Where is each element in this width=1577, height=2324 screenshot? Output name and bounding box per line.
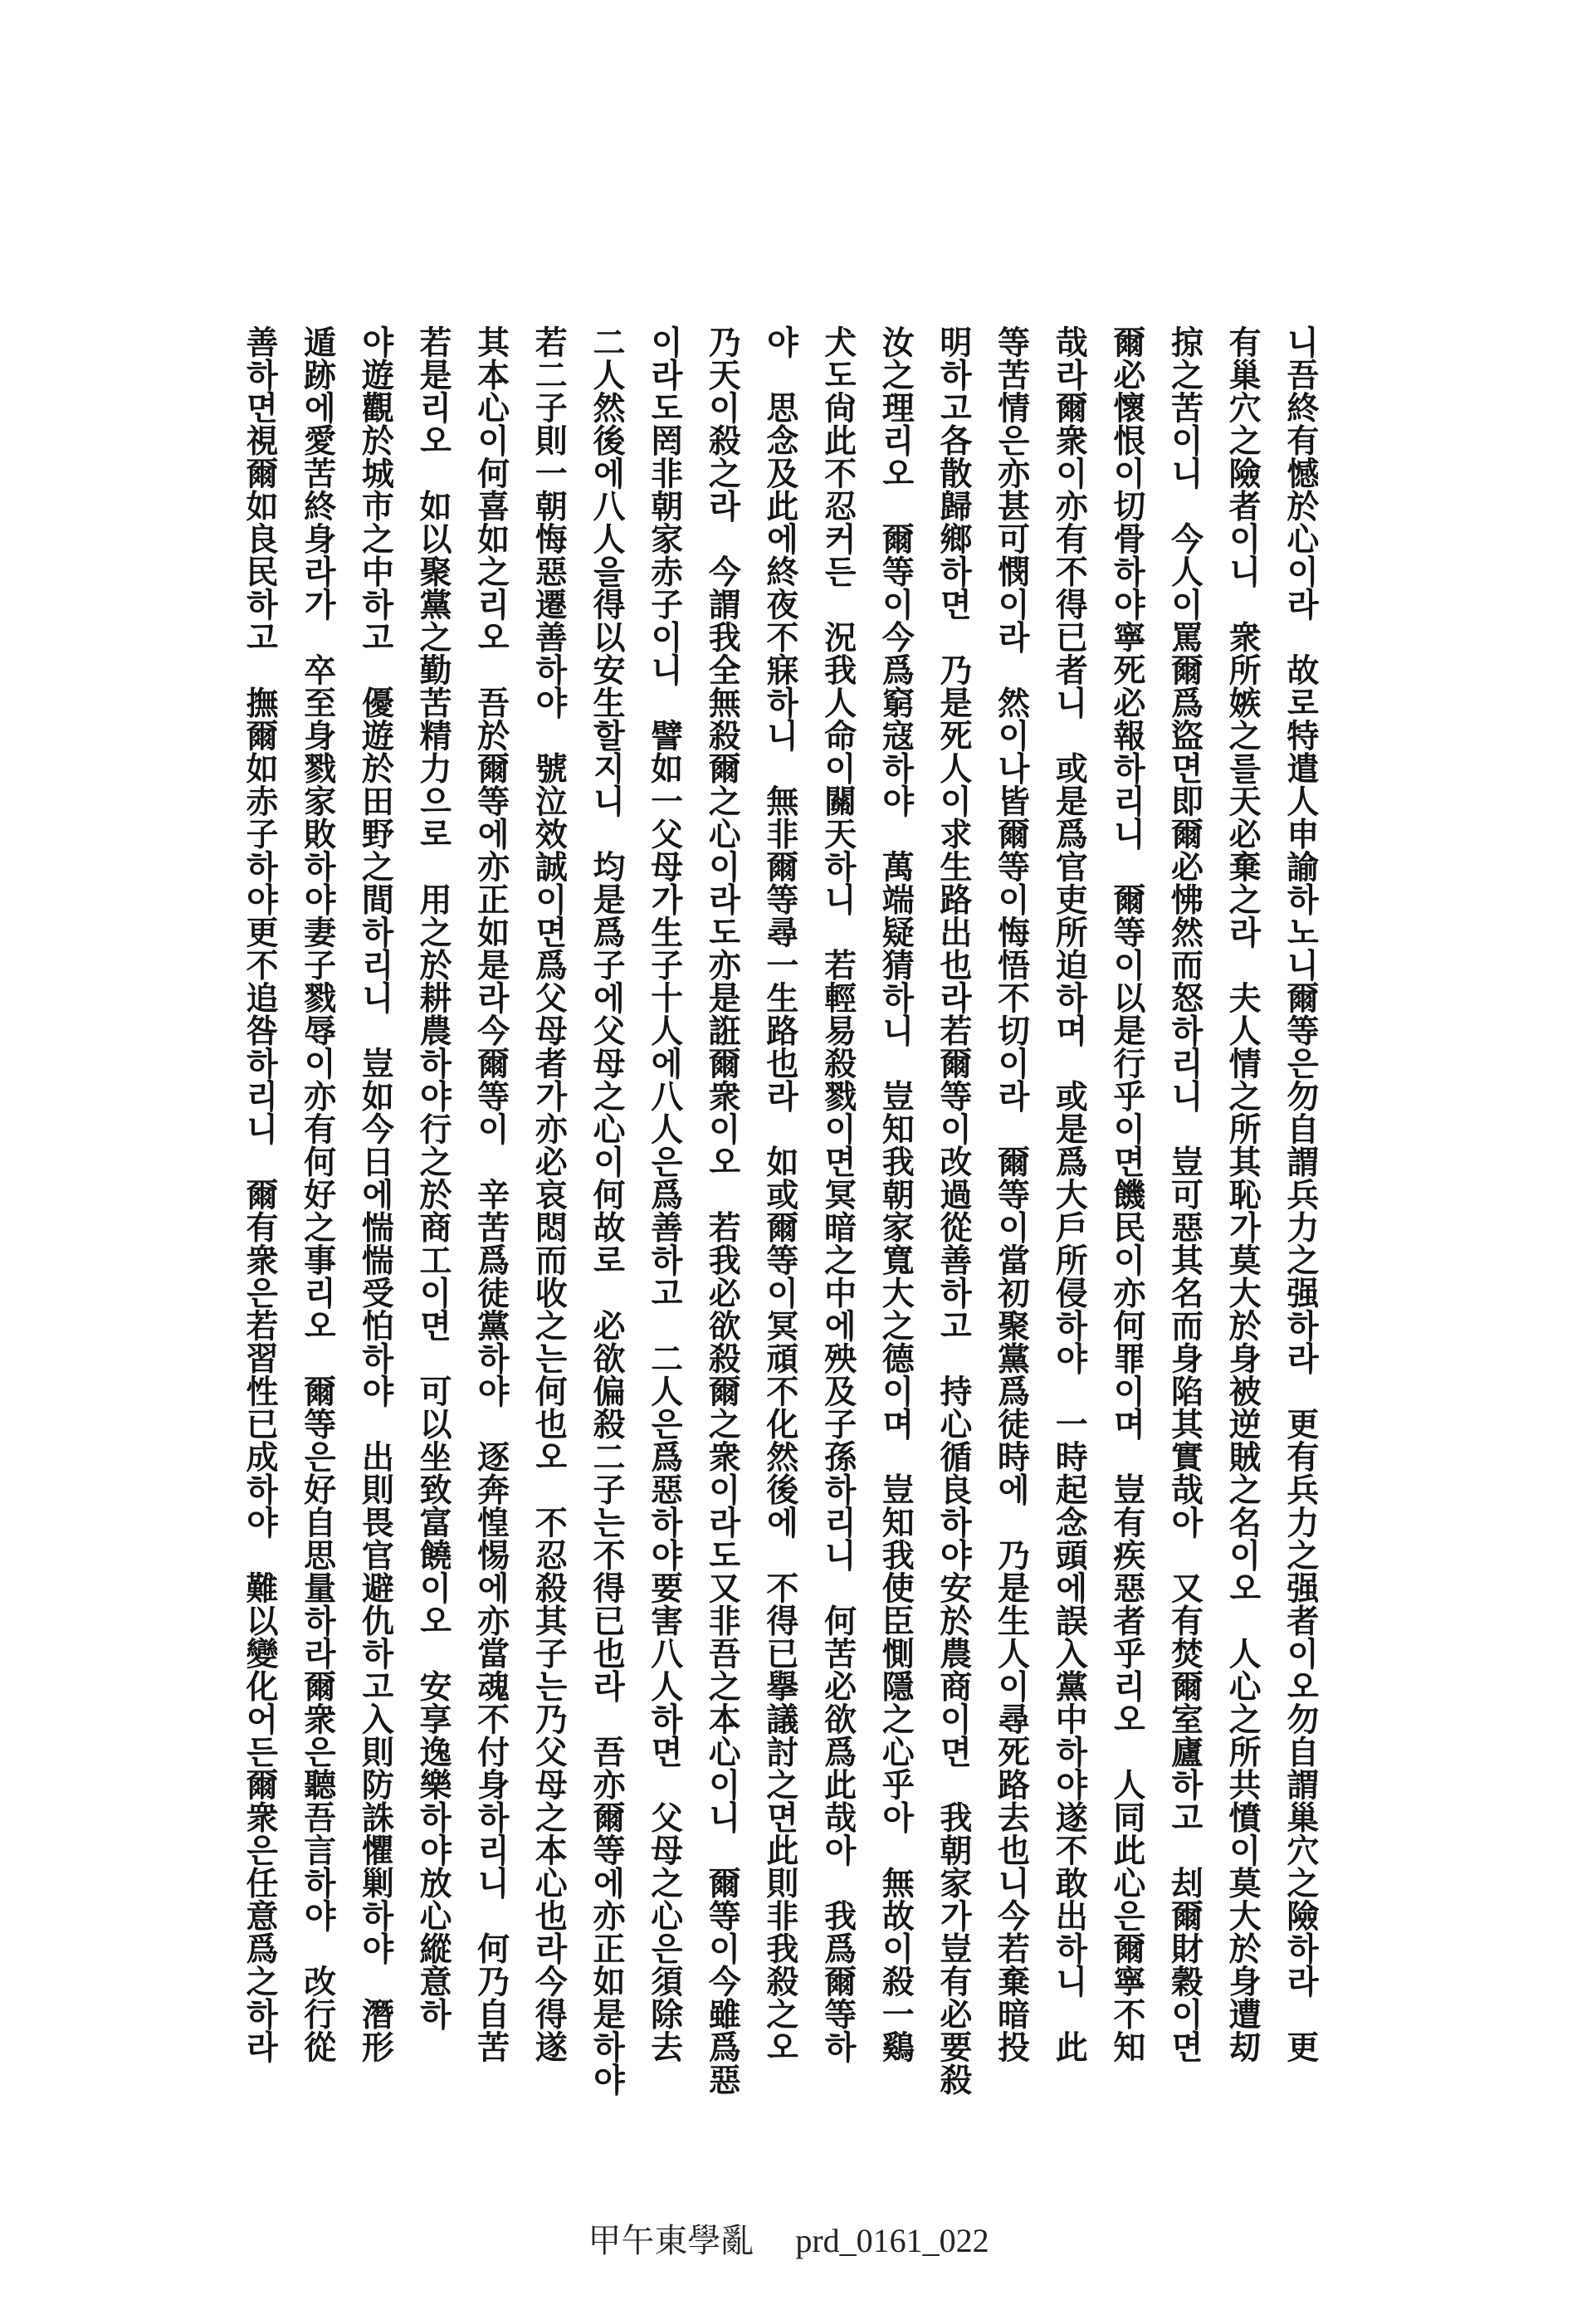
text-column-4: 爾必懷恨이切骨하야寧死必報하리니 爾等이以是行乎이면饑民이亦何罪이며 豈有疾惡者乎리오 人同此心은爾寧不知 — [1107, 325, 1146, 2063]
text-column-18: 遁跡에愛苦終身라가 卒至身戮家敗하야妻子戮辱이亦有何好之事리오 爾等은好自思量하라爾衆은聽吾言하야 改行從 — [298, 325, 337, 2063]
text-column-1: 니吾終有憾於心이라 故로特遣人申諭하노니爾等은勿自謂兵力之强하라 更有兵力之强者이오勿自謂巢穴之險하라 更 — [1281, 325, 1320, 2063]
text-column-6: 等苦情은亦甚可憫이라 然이나皆爾等이悔悟不切이라 爾等이當初聚黨爲徒時에 乃是生人이尋死路去也니今若棄暗投 — [992, 325, 1031, 2063]
footer-title: 甲午東學亂 — [588, 2222, 754, 2259]
text-column-16: 若是리오 如以聚黨之勤苦精力으로 用之於耕農하야行之於商工이면 可以坐致富饒이오 安享逸樂하야放心縱意하 — [413, 325, 452, 2030]
text-column-5: 哉라爾衆이亦有不得已者니 或是爲官吏所迫하며 或是爲大戶所侵하야 一時起念頭에誤入黨中하야遂不敢出하니 此 — [1050, 325, 1089, 2063]
text-column-7: 明하고各散歸鄉하면 乃是死人이求生路出也라若爾等이改過從善하고 持心循良하야安於農商이면 我朝家가豈有必要殺 — [934, 325, 973, 2096]
text-column-8: 汝之理리오 爾等이今爲窮寇하야 萬端疑猜하니 豈知我朝家寬大之德이며 豈知我使臣惻隱之心乎아 無故이殺一鷄 — [876, 325, 915, 2063]
text-column-14: 若二子則一朝悔惡遷善하야 號泣效誠이면爲父母者가亦必哀悶而收之는何也오 不忍殺其子는乃父母之本心也라今得遂 — [530, 325, 569, 2063]
text-column-10: 야 思念及此에終夜不寐하니 無非爾等尋一生路也라 如或爾等이冥頑不化然後에 不得已擧議討之면此則非我殺之오 — [760, 325, 799, 2063]
text-column-19: 善하면視爾如良民하고 撫爾如赤子하야更不追咎하리니 爾有衆은若習性已成하야 難以變化어든爾衆은任意爲之하라 — [241, 325, 279, 2063]
text-column-3: 掠之苦이니 今人이罵爾爲盜면即爾必怫然而怒하리니 豈可惡其名而身陷其實哉아 又有焚爾室廬하고 刦爾財穀이면 — [1165, 325, 1204, 2063]
text-column-13: 二人然後에八人을得以安生할지니 均是爲子에父母之心이何故로 必欲偏殺二子는不得已也라 吾亦爾等에亦正如是하야 — [587, 325, 626, 2096]
text-column-11: 乃天이殺之라 今謂我全無殺爾之心이라도亦是誑爾衆이오 若我必欲殺爾之衆이라도又非吾之本心이니 爾等이今雖爲惡 — [703, 325, 742, 2096]
text-column-9: 犬도尙此不忍커든 況我人命이關天하니 若輕易殺戮이면冥暗之中에殃及子孫하리니 何苦必欲爲此哉아 我爲爾等하 — [818, 325, 857, 2063]
text-column-2: 有巢穴之險者이니 衆所嫉之를天必棄之라 夫人情之所其恥가莫大於身被逆賊之名이오 人心之所共憤이莫大於身遭刧 — [1223, 325, 1262, 2063]
text-column-15: 其本心이何喜如之리오 吾於爾等에亦正如是라今爾等이 辛苦爲徒黨하야 逐奔惶惕에亦當魂不付身하리니 何乃自苦 — [471, 325, 510, 2063]
text-column-17: 야遊觀於城市之中하고 優遊於田野之間하리니 豈如今日에惴惴受怕하야 出則畏官避仇하고入則防誅懼剿하야 潛形 — [356, 325, 395, 2063]
vertical-text-block — [241, 325, 1320, 2126]
page-footer — [0, 2214, 1577, 2262]
text-column-12: 이라도罔非朝家赤子이니 譬如一父母가生子十人에八人은爲善하고 二人은爲惡하야要害八人하면 父母之心은須除去 — [645, 325, 684, 2063]
footer-code: prd_0161_022 — [795, 2222, 989, 2259]
